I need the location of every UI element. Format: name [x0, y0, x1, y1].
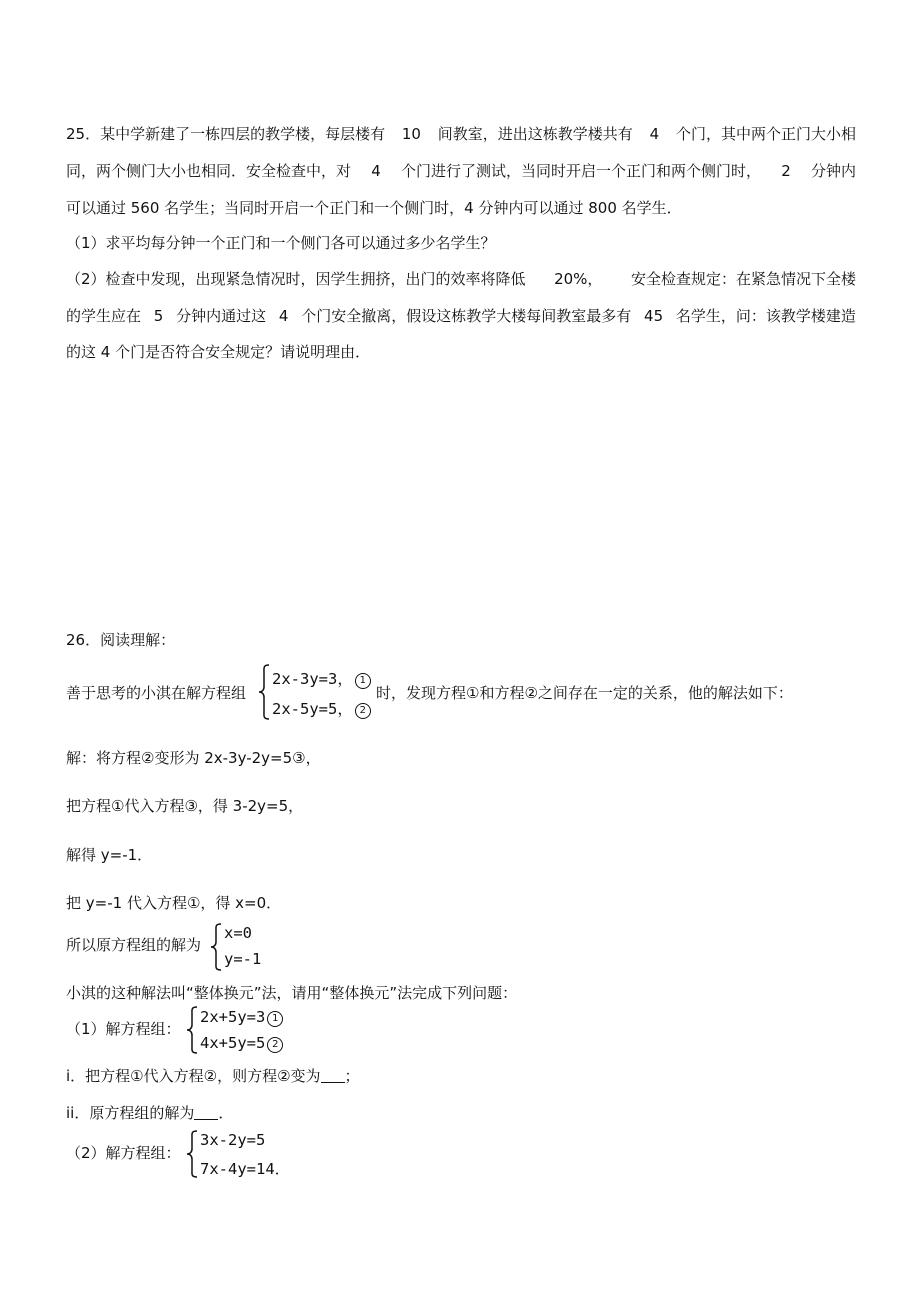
solution-eq-2: y=-1 [224, 950, 262, 968]
system-2-eq-1: 2x+5y=3 1 [200, 1008, 283, 1027]
circled-number-2: 2 [355, 703, 371, 719]
left-brace-icon [210, 922, 222, 972]
q25-line-2: 同，两个侧门大小也相同．安全检查中，对 4 个门进行了测试，当同时开启一个正门和两个侧门时， 2 分钟内 [66, 162, 856, 180]
system-1 [258, 663, 378, 723]
step-2: 把方程①代入方程③，得 3-2y=5， [66, 797, 304, 815]
circled-number-1: 1 [267, 1011, 283, 1027]
solution-eq-1: x=0 [224, 924, 252, 942]
q26-title: 26．阅读理解： [66, 631, 176, 649]
system-1-eq-2: 2x-5y=5， 2 [272, 697, 371, 719]
left-brace-icon [186, 1005, 198, 1055]
system-1-eq-1: 2x-3y=3， 1 [272, 667, 371, 689]
part-1-label: （1）解方程组： [66, 1020, 181, 1038]
answer-blank[interactable] [321, 1068, 345, 1083]
q26-intro-before: 善于思考的小淇在解方程组 [66, 684, 247, 702]
left-brace-icon [258, 663, 270, 721]
system-3 [186, 1129, 296, 1181]
circled-number-2: 2 [267, 1037, 283, 1053]
q25-part-1: （1）求平均每分钟一个正门和一个侧门各可以通过多少名学生？ [66, 234, 496, 252]
sub-question-ii: ii．原方程组的解为 ． [66, 1104, 234, 1122]
q25-part-2-line-1: （2）检查中发现，出现紧急情况时，因学生拥挤，出门的效率将降低 20%， 安全检查规定：在紧急情况下全楼 [66, 270, 856, 288]
q25-part-2-line-3: 的这 4 个门是否符合安全规定？请说明理由． [66, 343, 371, 361]
answer-blank[interactable] [194, 1105, 218, 1120]
step-3: 解得 y=-1． [66, 846, 153, 864]
sub-question-i: i．把方程①代入方程②，则方程②变为 ； [66, 1067, 360, 1085]
left-brace-icon [186, 1129, 198, 1179]
step-4: 把 y=-1 代入方程①，得 x=0． [66, 894, 282, 912]
system-2 [186, 1005, 306, 1057]
q26-intro-after: 时，发现方程①和方程②之间存在一定的关系，他的解法如下： [376, 684, 793, 702]
solution-label: 所以原方程组的解为 [66, 936, 202, 954]
step-1: 解：将方程②变形为 2x-3y-2y=5③， [66, 749, 321, 767]
q25-part-2-line-2: 的学生应在 5 分钟内通过这 4 个门安全撤离，假设这栋教学大楼每间教室最多有 45 名学生，问：该教学楼建造 [66, 307, 856, 325]
circled-number-1: 1 [355, 673, 371, 689]
q25-line-1: 25．某中学新建了一栋四层的教学楼，每层楼有 10 间教室，进出这栋教学楼共有 4 个门，其中两个正门大小相 [66, 125, 856, 143]
solution-system [210, 922, 290, 974]
system-3-eq-1: 3x-2y=5 [200, 1131, 266, 1149]
q25-line-3: 可以通过 560 名学生；当同时开启一个正门和一个侧门时，4 分钟内可以通过 800 名学生． [66, 199, 682, 217]
system-2-eq-2: 4x+5y=5 2 [200, 1034, 283, 1053]
system-3-eq-2: 7x-4y=14． [200, 1160, 291, 1178]
method-text: 小淇的这种解法叫“整体换元”法，请用“整体换元”法完成下列问题： [66, 984, 518, 1002]
part-2-label: （2）解方程组： [66, 1144, 181, 1162]
